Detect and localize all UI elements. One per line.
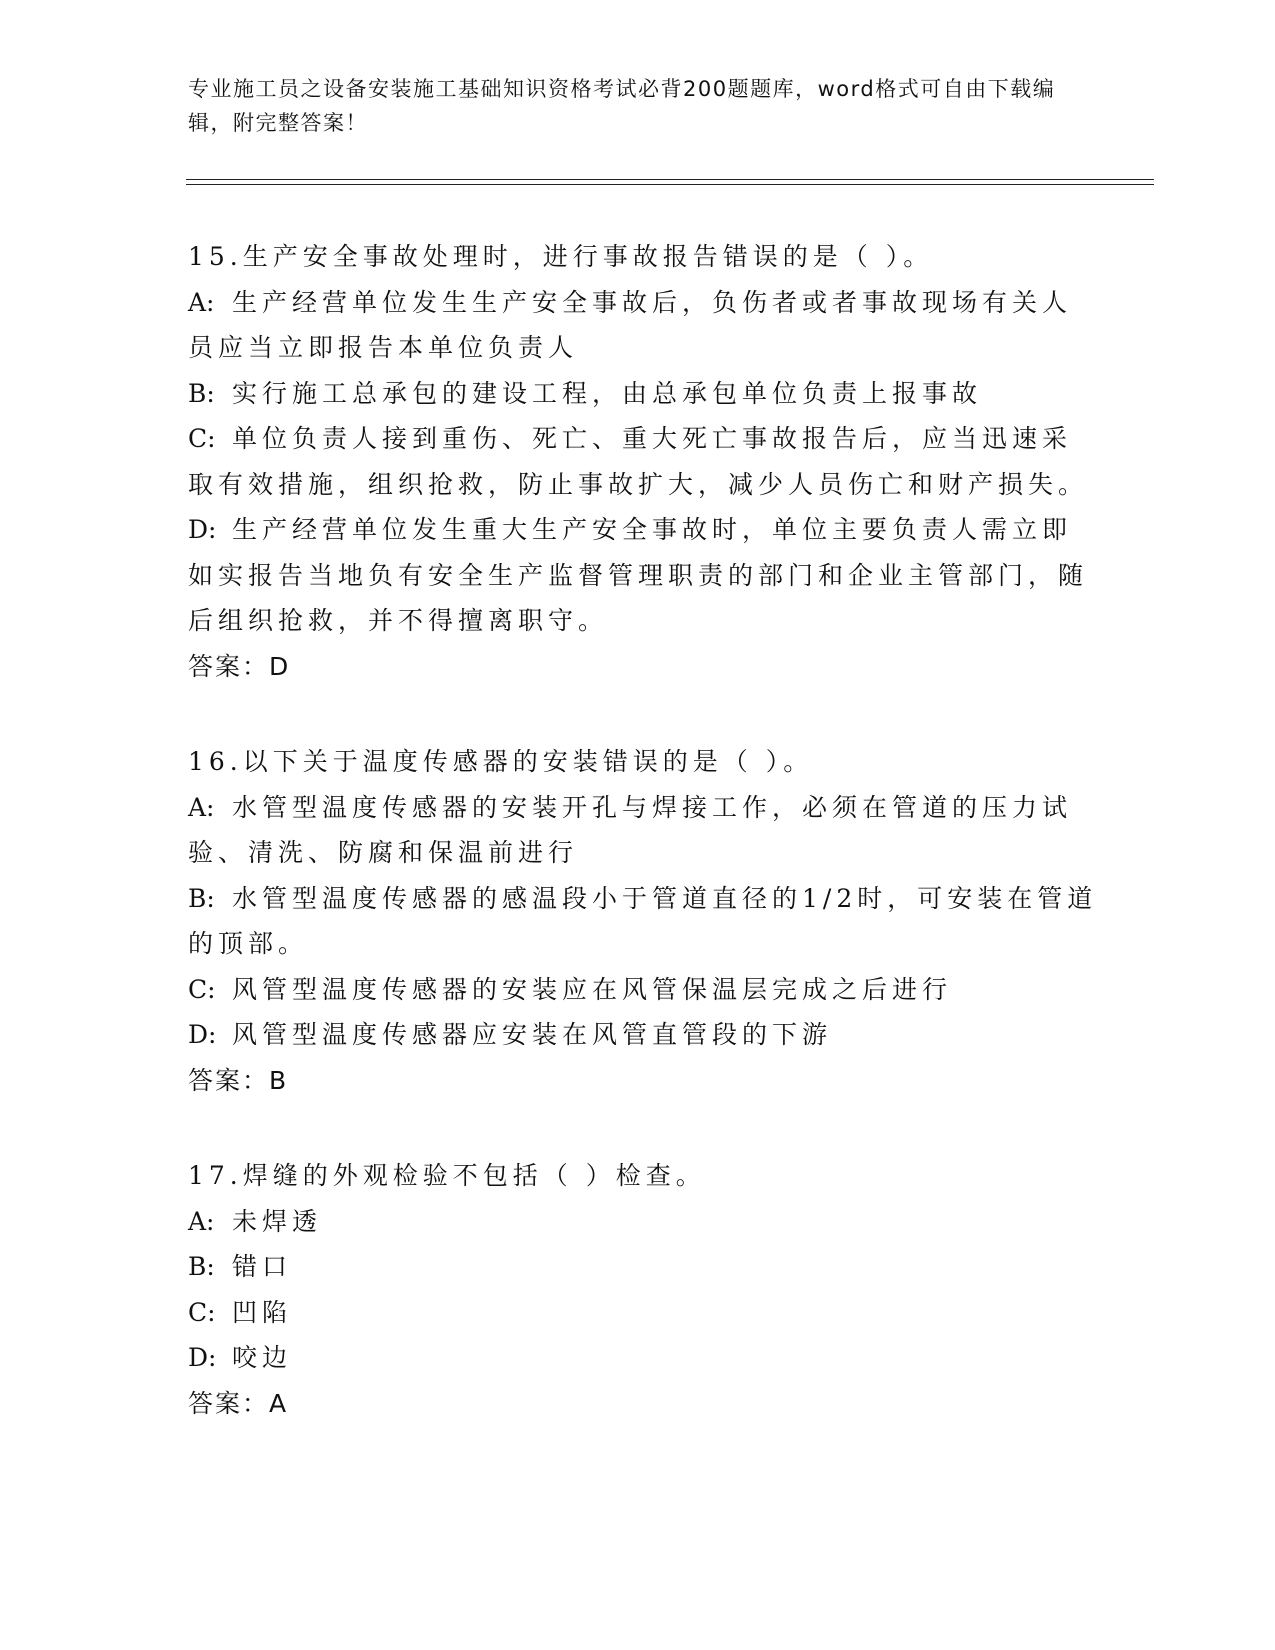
option-letter: C: — [188, 1297, 216, 1327]
option-letter: A: — [188, 792, 215, 822]
option-a — [188, 785, 1098, 876]
option-letter: C: — [188, 424, 216, 453]
option-text: 咬边 — [232, 1343, 293, 1372]
option-text: 风管型温度传感器的安装应在风管保温层完成之后进行 — [232, 974, 953, 1004]
question-17 — [188, 1153, 1098, 1426]
option-text: 水管型温度传感器的安装开孔与焊接工作，必须在管道的压力试验、清洗、防腐和保温前进行 — [188, 792, 1073, 867]
option-b — [188, 371, 1098, 417]
question-list — [188, 234, 1098, 1476]
option-text: 水管型温度传感器的感温段小于管道直径的1/2时，可安装在管道的顶部。 — [188, 883, 1098, 958]
option-d — [188, 507, 1098, 644]
option-text: 错口 — [232, 1252, 293, 1281]
option-b — [188, 1244, 1098, 1290]
answer-line: 答案：B — [188, 1065, 289, 1095]
option-letter: D: — [188, 515, 217, 544]
option-letter: B: — [188, 1252, 215, 1281]
option-letter: B: — [188, 378, 215, 408]
answer-line: 答案：D — [188, 651, 291, 681]
answer-line: 答案：A — [188, 1388, 289, 1418]
option-text: 未焊透 — [232, 1206, 323, 1236]
question-stem: 15.生产安全事故处理时，进行事故报告错误的是（ ）。 — [188, 242, 934, 271]
option-a — [188, 280, 1098, 371]
question-stem: 17.焊缝的外观检验不包括（ ）检查。 — [188, 1161, 706, 1190]
option-c — [188, 1290, 1098, 1336]
option-text: 生产经营单位发生生产安全事故后，负伤者或者事故现场有关人员应当立即报告本单位负责人 — [188, 287, 1073, 362]
option-text: 单位负责人接到重伤、死亡、重大死亡事故报告后，应当迅速采取有效措施，组织抢救，防止事故扩大，减少人员伤亡和财产损失。 — [188, 424, 1089, 499]
option-letter: A: — [188, 287, 215, 317]
option-text: 凹陷 — [232, 1297, 293, 1327]
option-b — [188, 876, 1098, 967]
document-header: 专业施工员之设备安装施工基础知识资格考试必背200题题库，word格式可自由下载编辑，附完整答案！ — [188, 77, 1056, 135]
option-d — [188, 1335, 1098, 1381]
option-c — [188, 416, 1098, 507]
option-letter: B: — [188, 883, 215, 913]
option-text: 生产经营单位发生重大生产安全事故时，单位主要负责人需立即如实报告当地负有安全生产监督管理职责的部门和企业主管部门，随后组织抢救，并不得擅离职守。 — [188, 515, 1089, 635]
option-text: 实行施工总承包的建设工程，由总承包单位负责上报事故 — [232, 378, 983, 408]
option-text: 风管型温度传感器应安装在风管直管段的下游 — [232, 1020, 833, 1049]
option-letter: A: — [188, 1206, 215, 1236]
option-letter: D: — [188, 1020, 217, 1049]
option-a — [188, 1199, 1098, 1245]
option-letter: C: — [188, 974, 216, 1004]
option-letter: D: — [188, 1343, 217, 1372]
header-divider-bottom — [186, 184, 1154, 185]
question-stem: 16.以下关于温度传感器的安装错误的是（ ）。 — [188, 747, 814, 776]
question-15 — [188, 234, 1098, 689]
option-d — [188, 1012, 1098, 1058]
header-divider-top — [186, 179, 1154, 180]
option-c — [188, 967, 1098, 1013]
question-16 — [188, 739, 1098, 1103]
